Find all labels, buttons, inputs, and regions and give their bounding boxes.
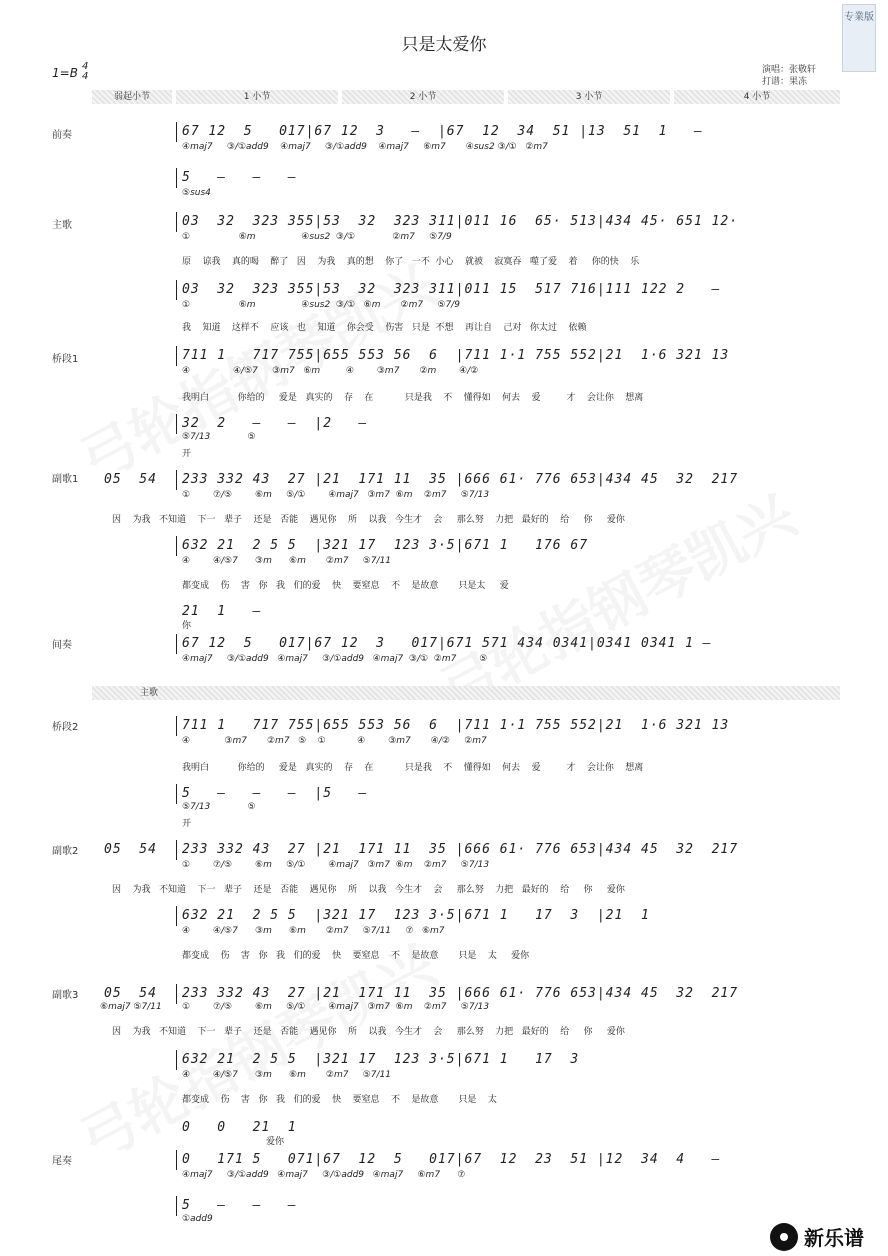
section-label-chorus2: 副歌2 [52, 846, 79, 857]
chord-row: ①add9 [182, 1214, 213, 1224]
barline [176, 414, 177, 434]
chord-row: ④ ④/⑤7 ③m7 ⑥m ④ ③m7 ②m ④/② [182, 366, 479, 376]
section-label-bridge2: 桥段2 [52, 722, 79, 733]
section-label-outro: 尾奏 [52, 1156, 72, 1167]
notes: 5 — — — [182, 1198, 297, 1213]
lyric-row: 因 为我 不知道 下一 辈子 还是 否能 遇见你 所 以我 今生才 会 那么努 力把 最好的 给 你 爱你 [112, 515, 625, 525]
notes: 711 1 717 755|655 553 56 6 |711 1·1 755 552|21 1·6 321 13 [182, 348, 730, 363]
credits [762, 64, 816, 88]
section-band-label: 主歌 [140, 688, 159, 698]
measure-label-pickup: 弱起小节 [92, 90, 172, 104]
pro-version-badge: 专業版 [842, 4, 876, 72]
barline [176, 346, 177, 366]
notes: 05 54 [104, 986, 157, 1001]
chord-row: ④ ④/⑤7 ③m ⑥m ②m7 ⑤7/11 [182, 1070, 392, 1080]
notes: 233 332 43 27 |21 171 11 35 |666 61· 776 653|434 45 32 217 [182, 472, 739, 487]
chord-row: ① ⑥m ④sus2 ③/① ②m7 ⑤7/9 [182, 232, 452, 242]
lyric-row: 开 [182, 449, 192, 459]
lyric-row: 开 [182, 819, 192, 829]
notes: 05 54 [104, 842, 157, 857]
barline [176, 168, 177, 188]
section-label-verse: 主歌 [52, 220, 72, 231]
chord-row: ⑤7/13 ⑤ [182, 802, 256, 812]
measure-label-1: 1 小节 [176, 90, 338, 104]
time-signature [82, 62, 88, 82]
chord-row: ① ⑥m ④sus2 ③/① ⑥m ②m7 ⑤7/9 [182, 300, 460, 310]
notes: 67 12 5 017|67 12 3 — |67 12 34 51 |13 51 1 — [182, 124, 703, 139]
section-label-interlude: 间奏 [52, 640, 72, 651]
lyric-row: 都变成 伤 害 你 我 们的爱 快 要窒息 不 是故意 只是太 爱 [182, 581, 509, 591]
time-signature-bottom: 4 [82, 71, 89, 82]
measure-label-4: 4 小节 [674, 90, 840, 104]
section-label-chorus3: 副歌3 [52, 990, 79, 1001]
notes: 03 32 323 355|53 32 323 311|011 15 517 716|111 122 2 — [182, 282, 721, 297]
chord-row: ① ⑦/⑤ ⑥m ⑤/① ④maj7 ③m7 ⑥m ②m7 ⑤7/13 [182, 1002, 490, 1012]
measure-label-2: 2 小节 [342, 90, 504, 104]
barline [176, 840, 177, 860]
arranger-credit: 打谱：果冻 [762, 77, 808, 87]
notes: 67 12 5 017|67 12 3 017|671 571 434 0341|0341 0341 1 — [182, 636, 712, 651]
lyric-row: 原 谅我 真的喝 醉了 因 为我 真的想 你了 一不 小心 就被 寂寞吞 噬了爱 着 你的快 乐 [182, 257, 640, 267]
singer-credit: 演唱：张敬轩 [762, 65, 817, 75]
lyric-row: 因 为我 不知道 下一 辈子 还是 否能 遇见你 所 以我 今生才 会 那么努 力把 最好的 给 你 爱你 [112, 1027, 625, 1037]
barline [176, 1050, 177, 1070]
chord-row: ④maj7 ③/①add9 ④maj7 ③/①add9 ④maj7 ⑥m7 ④sus2 ③/① ②m7 [182, 142, 548, 152]
lyric-row: 都变成 伤 害 你 我 们的爱 快 要窒息 不 是故意 只是 太 爱你 [182, 951, 530, 961]
barline [176, 1196, 177, 1216]
measure-label-3: 3 小节 [508, 90, 670, 104]
chord-row: ④maj7 ③/①add9 ④maj7 ③/①add9 ④maj7 ⑥m7 ⑦ [182, 1170, 466, 1180]
notes: 0 0 21 1 [182, 1120, 297, 1135]
chord-row: ① ⑦/⑤ ⑥m ⑤/① ④maj7 ③m7 ⑥m ②m7 ⑤7/13 [182, 860, 490, 870]
notes: 5 — — — |5 — [182, 786, 368, 801]
notes: 03 32 323 355|53 32 323 311|011 16 65· 513|434 45· 651 12· [182, 214, 739, 229]
lyric-row: 我 知道 这样不 应该 也 知道 你会受 伤害 只是 不想 再让自 己对 你太过 依赖 [182, 323, 587, 333]
chord-row: ④maj7 ③/①add9 ④maj7 ③/①add9 ④maj7 ③/① ②m7 ⑤ [182, 654, 488, 664]
chord-row: ④ ④/⑤7 ③m ⑥m ②m7 ⑤7/11 ⑦ ⑥m7 [182, 926, 445, 936]
section-label-bridge1: 桥段1 [52, 354, 79, 365]
record-disc-icon [770, 1223, 798, 1251]
lyric-row: 因 为我 不知道 下一 辈子 还是 否能 遇见你 所 以我 今生才 会 那么努 力把 最好的 给 你 爱你 [112, 885, 625, 895]
notes: 21 1 — [182, 604, 262, 619]
barline [176, 716, 177, 736]
notes: 711 1 717 755|655 553 56 6 |711 1·1 755 552|21 1·6 321 13 [182, 718, 730, 733]
barline [176, 536, 177, 556]
chord-row: ⑤sus4 [182, 188, 211, 198]
chord-row: ④ ④/⑤7 ③m ⑥m ②m7 ⑤7/11 [182, 556, 392, 566]
lyric-row: 我明白 你给的 爱是 真实的 存 在 只是我 不 懂得如 何去 爱 才 会让你 想离 [182, 393, 644, 403]
time-signature-top: 4 [82, 61, 89, 72]
notes: 5 — — — [182, 170, 297, 185]
lyric-row: 爱你 [266, 1137, 285, 1147]
barline [176, 906, 177, 926]
lyric-row: 都变成 伤 害 你 我 们的爱 快 要窒息 不 是故意 只是 太 [182, 1095, 497, 1105]
barline [176, 280, 177, 300]
notes: 233 332 43 27 |21 171 11 35 |666 61· 776 653|434 45 32 217 [182, 986, 739, 1001]
notes: 632 21 2 5 5 |321 17 123 3·5|671 1 17 3 |21 1 [182, 908, 650, 923]
logo-text: 新乐谱 [804, 1226, 864, 1250]
barline [176, 470, 177, 490]
notes: 0 171 5 071|67 12 5 017|67 12 23 51 |12 34 4 — [182, 1152, 721, 1167]
notes: 632 21 2 5 5 |321 17 123 3·5|671 1 17 3 [182, 1052, 580, 1067]
barline [176, 984, 177, 1004]
chord-row: ① ⑦/⑤ ⑥m ⑤/① ④maj7 ③m7 ⑥m ②m7 ⑤7/13 [182, 490, 490, 500]
barline [176, 212, 177, 232]
chord-row: ⑤7/13 ⑤ [182, 432, 256, 442]
notes: 05 54 [104, 472, 157, 487]
site-logo [770, 1222, 864, 1251]
notes: 32 2 — — |2 — [182, 416, 368, 431]
key-signature: 1=B [52, 66, 78, 80]
barline [176, 634, 177, 654]
song-title: 只是太爱你 [401, 35, 487, 55]
barline [176, 122, 177, 142]
section-label-chorus1: 副歌1 [52, 474, 79, 485]
lyric-row: 我明白 你给的 爱是 真实的 存 在 只是我 不 懂得如 何去 爱 才 会让你 想离 [182, 763, 644, 773]
section-band-verse [92, 686, 840, 700]
chord-row-pickup: ⑥maj7 ⑤7/11 [100, 1002, 162, 1012]
barline [176, 784, 177, 804]
chord-row: ④ ③m7 ②m7 ⑤ ① ④ ③m7 ④/② ②m7 [182, 736, 487, 746]
lyric-row: 你 [182, 621, 192, 631]
section-label-prelude: 前奏 [52, 130, 72, 141]
barline [176, 1150, 177, 1170]
notes: 632 21 2 5 5 |321 17 123 3·5|671 1 176 67 [182, 538, 589, 553]
notes: 233 332 43 27 |21 171 11 35 |666 61· 776 653|434 45 32 217 [182, 842, 739, 857]
